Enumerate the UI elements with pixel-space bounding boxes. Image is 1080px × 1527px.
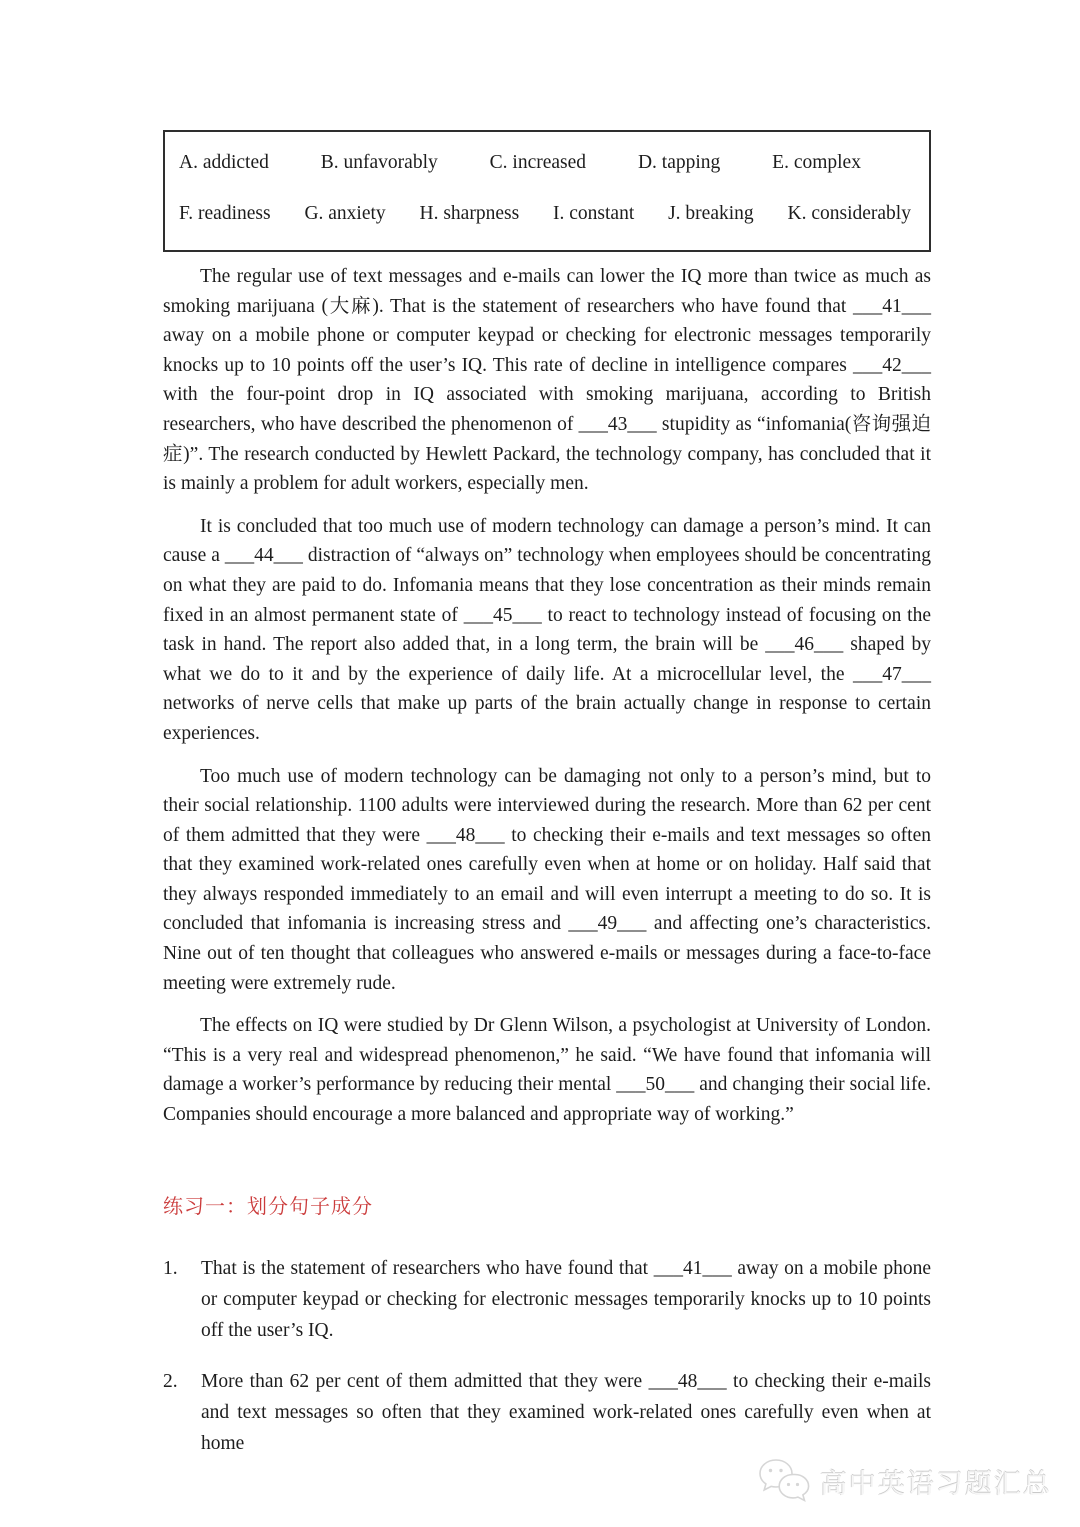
option-h: H. sharpness xyxy=(419,203,520,224)
document-content xyxy=(163,130,931,1459)
passage-paragraph-1: The regular use of text messages and e-mails can lower the IQ more than twice as much as smoking marijuana (大麻). That is the statement of researchers who have found that ___41___ away on a mobile phone or computer keypad or checking for electronic messages temporarily knocks up to 10 points off the user’s IQ. This rate of decline in intelligence compares ___42___ with the four-point drop in IQ associated with smoking marijuana, according to British researchers, who have described the phenomenon of ___43___ stupidity as “infomania(咨询强迫症)”. The research conducted by Hewlett Packard, the technology company, has concluded that it is mainly a problem for adult workers, especially men. xyxy=(163,266,931,495)
option-g: G. anxiety xyxy=(304,203,386,224)
option-d: D. tapping xyxy=(637,152,721,173)
exercise-item-1 xyxy=(163,1253,931,1346)
exercise-item-2 xyxy=(163,1366,931,1459)
option-f: F. readiness xyxy=(179,203,271,224)
option-j: J. breaking xyxy=(668,203,754,224)
word-bank-row-1 xyxy=(179,148,915,177)
passage-paragraph-4: The effects on IQ were studied by Dr Glenn Wilson, a psychologist at University of London. “This is a very real and widespread phenomenon,” he said. “We have found that infomania will damage a worker’s performance by reducing their mental ___50___ and changing their social life. Companies should encourage a more balanced and appropriate way of working.” xyxy=(163,1015,931,1126)
exercise-list xyxy=(163,1253,931,1459)
option-a: A. addicted xyxy=(179,152,269,173)
watermark xyxy=(754,1457,1052,1505)
passage-paragraph-2: It is concluded that too much use of modern technology can damage a person’s mind. It can cause a ___44___ distraction of “always on” technology when employees should be concentrating on what they are paid to do. Infomania means that they lose concentration as their minds remain fixed in an almost permanent state of ___45___ to react to technology instead of focusing on the task in hand. The report also added that, in a long term, the brain will be ___46___ shaped by what we do to it and by the experience of daily life. At a microcellular level, the ___47___ networks of nerve cells that make up parts of the brain actually change in response to certain experiences. xyxy=(163,515,931,744)
exercise-heading: 练习一：划分句子成分 xyxy=(163,1195,373,1218)
option-c: C. increased xyxy=(489,152,587,173)
item-1-text: That is the statement of researchers who have found that ___41___ away on a mobile phone or computer keypad or checking for electronic messages temporarily knocks up to 10 points off the user’s IQ. xyxy=(201,1257,931,1341)
wechat-logo-icon xyxy=(754,1457,812,1505)
option-k: K. considerably xyxy=(787,203,911,224)
item-2-text: More than 62 per cent of them admitted that they were ___48___ to checking their e-mails and text messages so often that they examined work-related ones carefully even when at home xyxy=(201,1370,931,1454)
option-e: E. complex xyxy=(772,152,861,173)
watermark-text: 高中英语习题汇总 xyxy=(820,1468,1052,1499)
word-bank-row-2 xyxy=(179,199,915,228)
option-b: B. unfavorably xyxy=(320,152,438,173)
item-2-number: 2. xyxy=(163,1370,178,1392)
word-bank-box xyxy=(163,130,931,252)
passage-paragraph-3: Too much use of modern technology can be damaging not only to a person’s mind, but to their social relationship. 1100 adults were interviewed during the research. More than 62 per cent of them admitted that they were ___48___ to checking their e-mails and text messages so often that they examined work-related ones carefully even when at home or on holiday. Half said that they always responded immediately to an email and will even interrupt a meeting to do so. It is concluded that infomania is increasing stress and ___49___ and affecting one’s characteristics. Nine out of ten thought that colleagues who answered e-mails or messages during a face-to-face meeting were extremely rude. xyxy=(163,765,931,994)
option-i: I. constant xyxy=(553,203,635,224)
item-1-number: 1. xyxy=(163,1257,178,1279)
